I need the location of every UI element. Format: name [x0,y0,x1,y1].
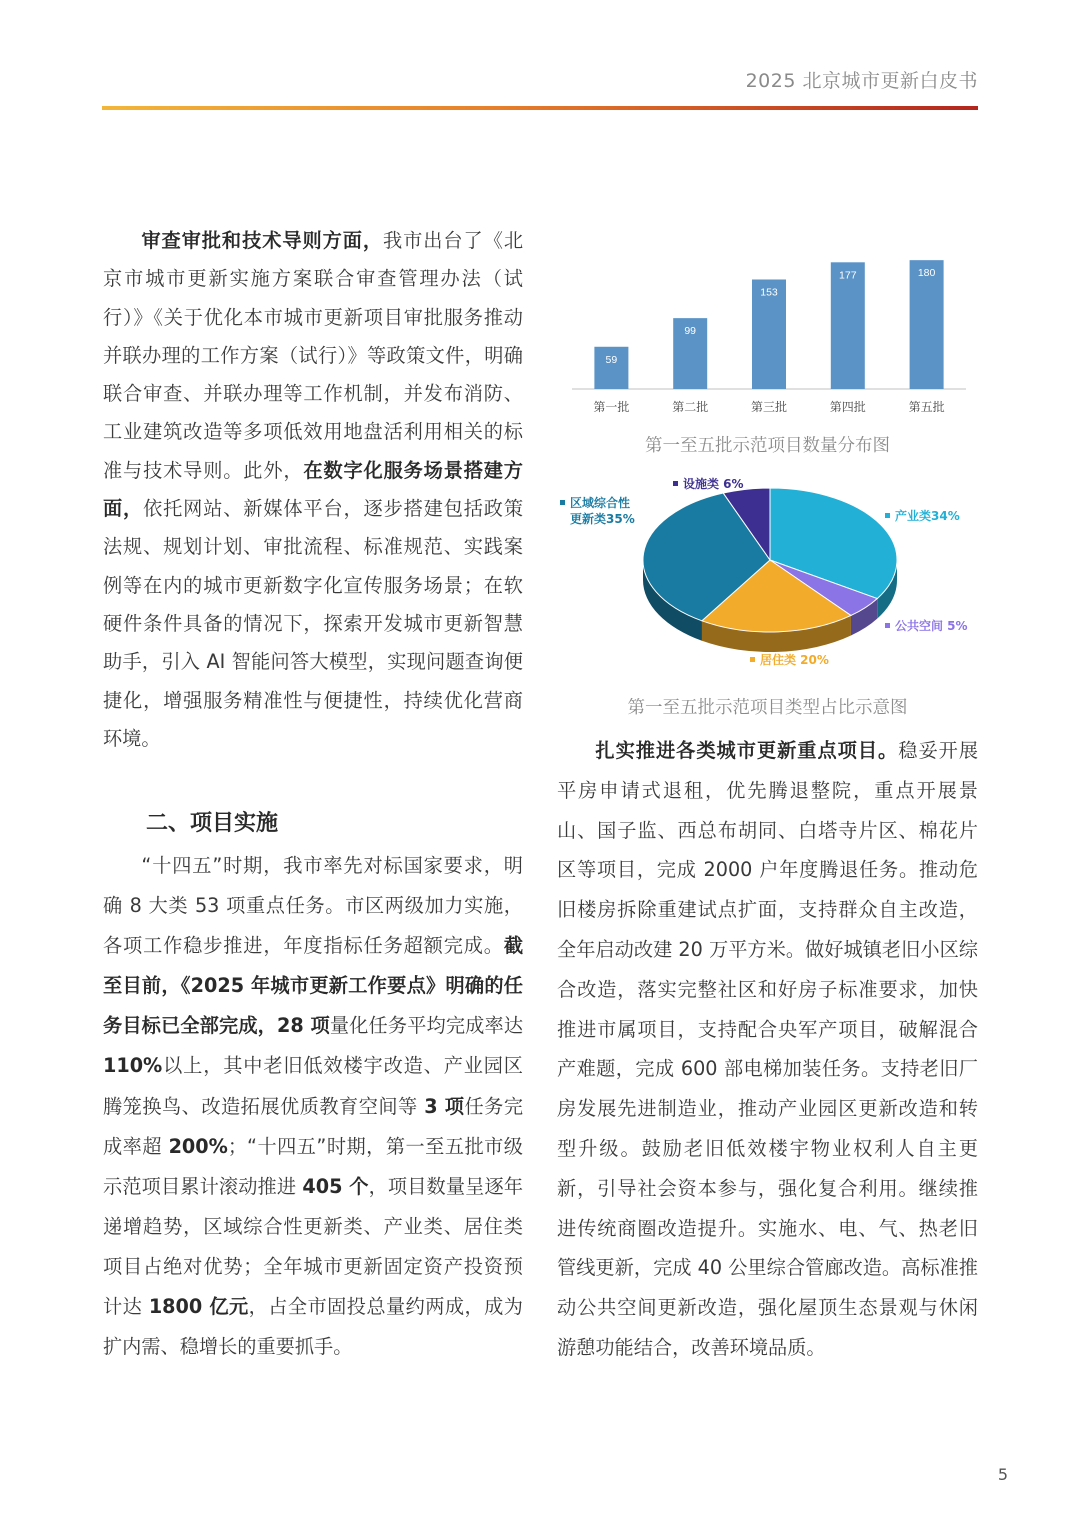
bar-category-label: 第二批 [672,400,709,414]
text-seg-3: 以上，其中老旧低效楼宇改造、产业园区腾笼换鸟、改造拓展优质教育空间等 [103,1054,523,1118]
text-seg-1: “十四五”时期，我市率先对标国家要求，明确 8 大类 53 项重点任务。市区两级加力实施，各项工作稳步推进，年度指标任务超额完成。 [103,854,523,958]
legend-marker [885,623,890,628]
pie-label: 区域综合性更新类35% [570,496,635,526]
pie-label: 公共空间 5% [895,619,968,633]
pie-label: 设施类 6% [683,477,744,491]
pie-label: 居住类 20% [760,653,829,667]
bold-seg-5: 405 个 [302,1174,369,1198]
text-seg-6: ，项目数量呈逐年递增趋势，区域综合性更新类、产业类、居住类项目占绝对优势；全年城市更新固定资产投资预计达 [103,1174,524,1319]
bar-value-label: 177 [839,269,857,282]
bold-seg-1: 截至目前，《2025 年城市更新工作要点》明确的任务目标已全部完成，28 项 [103,934,523,1038]
bar-value-label: 99 [684,325,697,338]
left-column-top [103,222,523,758]
bar-chart-caption: 第一至五批示范项目数量分布图 [645,436,890,456]
bar-category-label: 第三批 [750,400,788,414]
header-title: 2025 北京城市更新白皮书 [745,70,978,92]
paragraph-review-approval [103,222,523,758]
text-key-projects: 稳妥开展平房申请式退租，优先腾退整院，重点开展景山、国子监、西总布胡同、白塔寺片区、棉花片区等项目，完成 2000 户年度腾退任务。推动危旧楼房拆除重建试点扩面，支持群众自主改造，全年启动改建 20 万平方米。做好城镇老旧小区综合改造，落实完整社区和好房子标准要求，加快推进市属项目，支持配合央军产项目，破解混合产难题，完成 600 部电梯加装任务。支持老旧厂房发展先进制造业，推动产业园区更新改造和转型升级。鼓励老旧低效楼宇物业权利人自主更新，引导社会资本参与，强化复合利用。继续推进传统商圈改造提升。实施水、电、气、热老旧管线更新，完成 40 公里综合管廊改造。高标准推动公共空间更新改造，强化屋顶生态景观与休闲游憩功能结合，改善环境品质。 [557,739,979,1359]
bar-category-label: 第四批 [829,400,866,414]
bar-category-label: 第一批 [593,400,630,414]
legend-marker [673,481,678,486]
bold-lead-digital: 在数字化服务场景搭建方面， [103,458,523,521]
bar-value-label: 59 [605,353,618,366]
text-seg-7: ，占全市固投总量约两成，成为扩内需、稳增长的重要抓手。 [103,1295,523,1359]
bar-value-label: 180 [917,267,936,280]
paragraph-key-projects [557,731,978,1368]
left-column-bottom [103,846,523,1367]
bold-lead-review: 审查审批和技术导则方面， [141,229,384,252]
right-column [557,731,978,1368]
pie-chart-caption: 第一至五批示范项目类型占比示意图 [627,698,908,718]
bold-seg-3: 3 项 [424,1094,465,1118]
bar-category-label: 第五批 [908,400,945,414]
bar-chart [560,240,980,430]
bold-seg-4: 200% [168,1134,228,1158]
legend-marker [750,657,755,662]
page-number: 5 [997,1465,1008,1484]
pie-label: 产业类34% [895,509,960,523]
text-seg-5: ；“十四五”时期，第一至五批市级示范项目累计滚动推进 [103,1134,523,1198]
bold-lead-key-projects: 扎实推进各类城市更新重点项目。 [595,739,899,762]
legend-marker [560,500,565,505]
text-seg-2: 量化任务平均完成率达 [329,1014,524,1038]
text-digital: 依托网站、新媒体平台，逐步搭建包括政策法规、规划计划、审批流程、标准规范、实践案例等在内的城市更新数字化宣传服务场景；在软硬件条件具备的情况下，探索开发城市更新智慧助手，引入 AI 智能问答大模型，实现问题查询便捷化，增强服务精准性与便捷性，持续优化营商环境。 [103,497,524,750]
bold-seg-2: 110% [103,1054,163,1078]
section-title: 二、项目实施 [146,811,279,836]
pie-chart [555,470,985,680]
text-seg-4: 任务完成率超 [103,1094,524,1158]
text-review: 我市出台了《北京市城市更新实施方案联合审查管理办法（试行）》《关于优化本市城市更新项目审批服务推动并联办理的工作方案（试行）》等政策文件，明确联合审查、并联办理等工作机制，并发布消防、工业建筑改造等多项低效用地盘活利用相关的标准与技术导则。此外， [103,229,524,482]
bold-seg-6: 1800 亿元 [148,1295,249,1319]
paragraph-project-implementation [103,846,523,1367]
header-divider [102,106,978,110]
bar [910,260,944,389]
legend-marker [885,513,890,518]
bar-value-label: 153 [760,286,778,299]
